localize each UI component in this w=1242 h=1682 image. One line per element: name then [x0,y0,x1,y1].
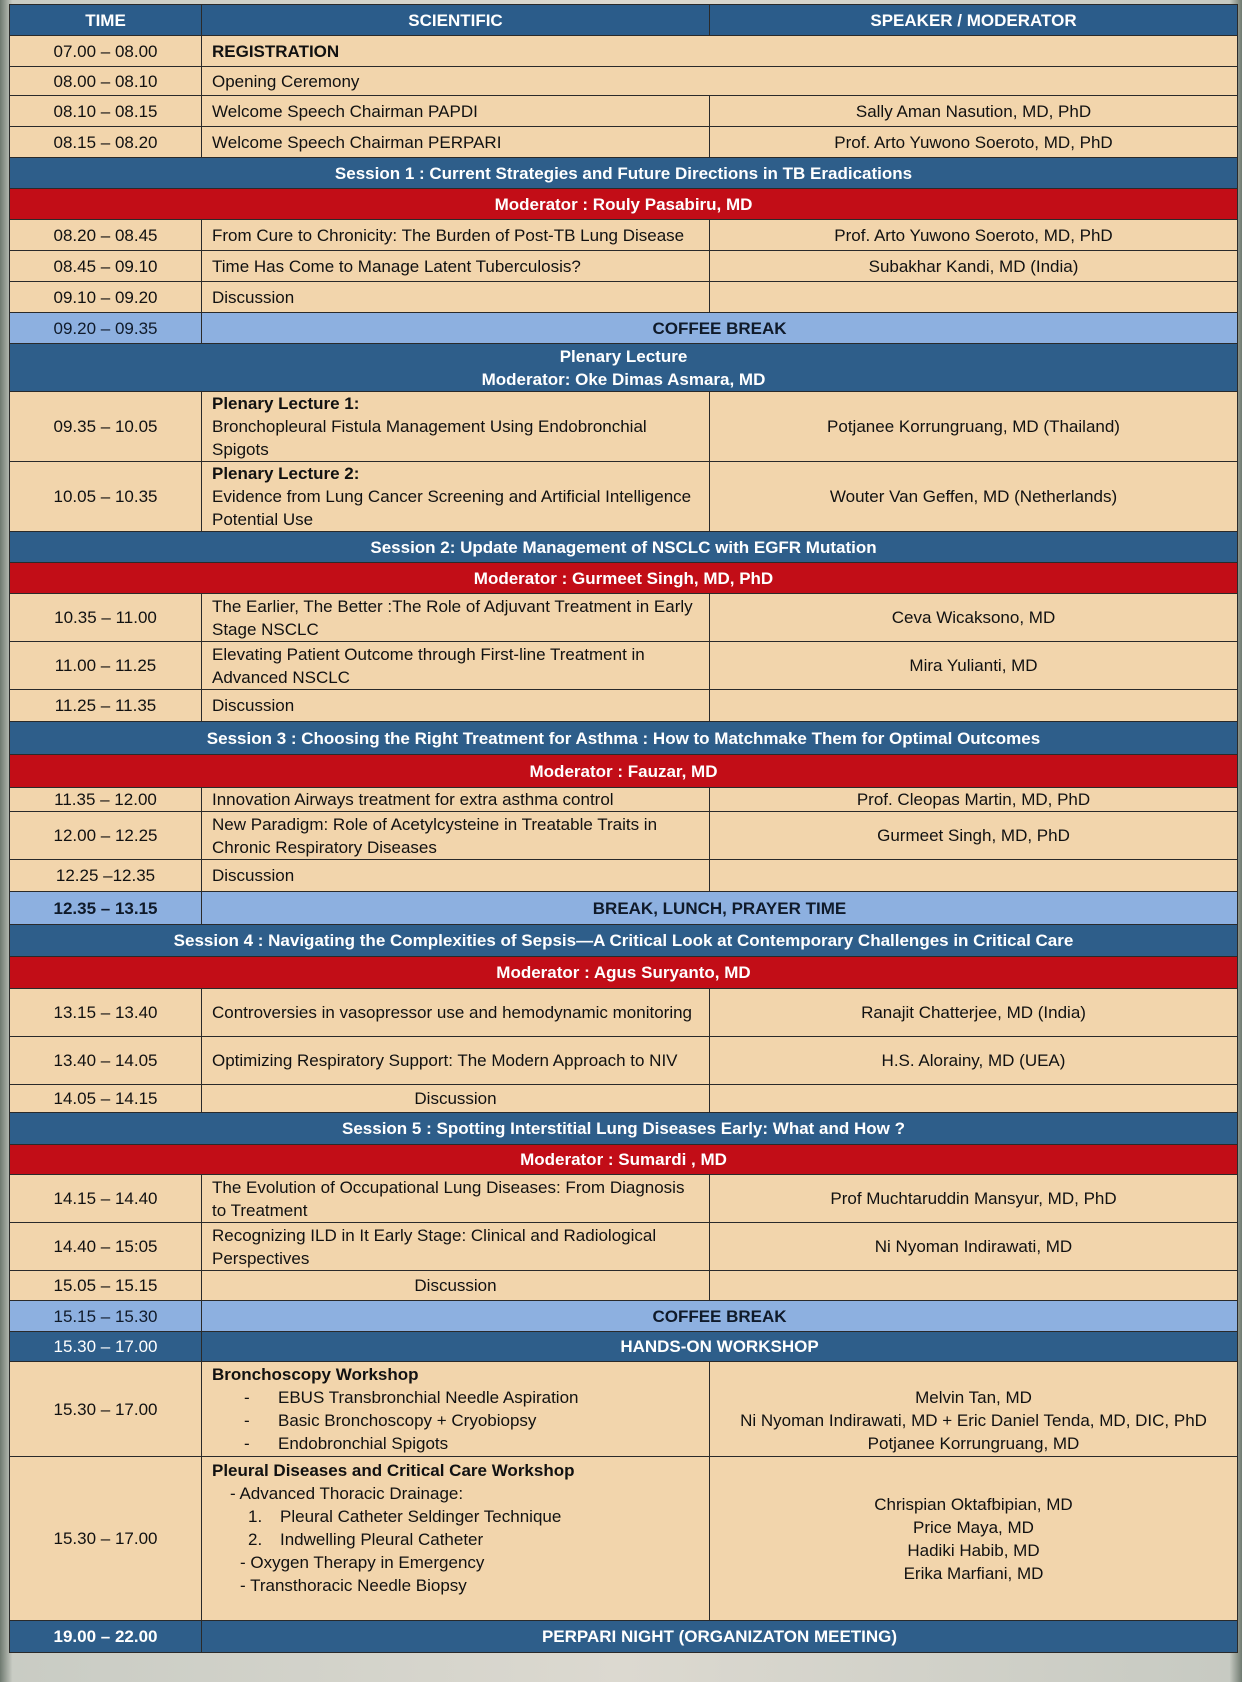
speaker-cell: Prof Muchtaruddin Mansyur, MD, PhD [710,1175,1238,1223]
workshop-item: - Oxygen Therapy in Emergency [240,1553,485,1572]
moderator-label: Moderator : Fauzar, MD [10,755,1238,788]
workshop-subitem [212,1528,699,1551]
speaker-line: Ni Nyoman Indirawati, MD + Eric Daniel Tenda, MD, DIC, PhD [740,1410,1207,1430]
title-cell: Opening Ceremony [202,67,1238,96]
title-cell: Time Has Come to Manage Latent Tuberculosis? [202,251,710,282]
time-cell: 14.05 – 14.15 [10,1085,202,1113]
workshop-item: - Advanced Thoracic Drainage: [230,1484,464,1503]
speaker-cell-empty [710,1085,1238,1113]
item-number: 1. [248,1507,263,1526]
moderator-row [10,563,1238,594]
header-scientific: SCIENTIFIC [202,5,710,36]
title-cell: Discussion [202,690,710,722]
speaker-line: Potjanee Korrungruang, MD [867,1433,1080,1453]
table-row [10,989,1238,1037]
title-cell: Recognizing ILD in It Early Stage: Clinical and Radiological Perspectives [202,1223,710,1271]
time-cell: 14.40 – 15:05 [10,1223,202,1271]
session-title: Session 2: Update Management of NSCLC with EGFR Mutation [10,532,1238,563]
time-cell: 13.40 – 14.05 [10,1037,202,1085]
time-cell: 15.05 – 15.15 [10,1271,202,1301]
time-cell: 12.00 – 12.25 [10,812,202,860]
title-cell: Discussion [202,282,710,313]
table-row [10,812,1238,860]
lecture-heading: Plenary Lecture 2: [212,464,360,483]
speaker-cell-empty [710,282,1238,313]
time-cell: 15.15 – 15.30 [10,1301,202,1332]
speaker-cell: H.S. Alorainy, MD (UEA) [710,1037,1238,1085]
workshop-item-label: Basic Bronchoscopy + Cryobiopsy [278,1411,537,1430]
break-row [10,1301,1238,1332]
speaker-line: Erika Marfiani, MD [903,1563,1044,1583]
title-cell [202,462,710,532]
title-cell: Welcome Speech Chairman PAPDI [202,96,710,127]
session-header [10,1113,1238,1145]
title-cell: Controversies in vasopressor use and hemodynamic monitoring [202,989,710,1037]
table-row [10,392,1238,462]
title-cell: REGISTRATION [202,36,1238,67]
speaker-cell [710,1457,1238,1621]
speaker-cell-empty [710,690,1238,722]
table-row [10,860,1238,892]
table-row [10,788,1238,812]
table-row [10,1085,1238,1113]
speaker-line: Hadiki Habib, MD [907,1540,1040,1560]
speaker-cell [710,1362,1238,1457]
plenary-title: Plenary Lecture [559,346,688,366]
time-cell: 11.25 – 11.35 [10,690,202,722]
workshop-label: HANDS-ON WORKSHOP [202,1332,1238,1362]
time-cell: 10.35 – 11.00 [10,594,202,642]
workshop-item [212,1409,699,1432]
title-cell: Elevating Patient Outcome through First-line Treatment in Advanced NSCLC [202,642,710,690]
break-label: BREAK, LUNCH, PRAYER TIME [202,892,1238,925]
speaker-cell: Potjanee Korrungruang, MD (Thailand) [710,392,1238,462]
table-row [10,1223,1238,1271]
title-cell: Discussion [202,1271,710,1301]
break-row [10,313,1238,344]
speaker-cell: Prof. Cleopas Martin, MD, PhD [710,788,1238,812]
lecture-title: Bronchopleural Fistula Management Using Endobronchial Spigots [212,417,647,459]
speaker-line: Melvin Tan, MD [915,1387,1032,1407]
plenary-moderator: Moderator: Oke Dimas Asmara, MD [481,369,766,389]
time-cell: 09.35 – 10.05 [10,392,202,462]
speaker-cell-empty [710,860,1238,892]
title-cell [202,392,710,462]
workshop-content [202,1457,710,1621]
break-label: COFFEE BREAK [202,313,1238,344]
time-cell: 09.20 – 09.35 [10,313,202,344]
speaker-cell: Ranajit Chatterjee, MD (India) [710,989,1238,1037]
session-header [10,925,1238,957]
session-title: Session 4 : Navigating the Complexities of Sepsis—A Critical Look at Contemporary Challenges in Critical Care [10,925,1238,957]
time-cell: 07.00 – 08.00 [10,36,202,67]
table-row [10,127,1238,158]
workshop-row [10,1362,1238,1457]
header-row [10,5,1238,36]
time-cell: 12.35 – 13.15 [10,892,202,925]
time-cell: 15.30 – 17.00 [10,1362,202,1457]
workshop-content [202,1362,710,1457]
title-cell: From Cure to Chronicity: The Burden of Post-TB Lung Disease [202,220,710,251]
time-cell: 14.15 – 14.40 [10,1175,202,1223]
workshop-subitem-label: Indwelling Pleural Catheter [280,1530,484,1549]
speaker-cell: Prof. Arto Yuwono Soeroto, MD, PhD [710,127,1238,158]
time-cell: 11.00 – 11.25 [10,642,202,690]
break-label: COFFEE BREAK [202,1301,1238,1332]
evening-label: PERPARI NIGHT (ORGANIZATON MEETING) [202,1621,1238,1653]
title-cell: The Evolution of Occupational Lung Diseases: From Diagnosis to Treatment [202,1175,710,1223]
speaker-cell: Sally Aman Nasution, MD, PhD [710,96,1238,127]
schedule-table [9,4,1238,1653]
table-row [10,1175,1238,1223]
workshop-item [212,1432,699,1455]
table-row [10,1271,1238,1301]
header-time: TIME [10,5,202,36]
header-speaker: SPEAKER / MODERATOR [710,5,1238,36]
title-cell: The Earlier, The Better :The Role of Adjuvant Treatment in Early Stage NSCLC [202,594,710,642]
session-header [10,722,1238,755]
moderator-label: Moderator : Gurmeet Singh, MD, PhD [10,563,1238,594]
moderator-label: Moderator : Rouly Pasabiru, MD [10,189,1238,220]
session-header [10,158,1238,189]
lecture-heading: Plenary Lecture 1: [212,394,360,413]
time-cell: 08.15 – 08.20 [10,127,202,158]
table-row [10,96,1238,127]
title-cell: New Paradigm: Role of Acetylcysteine in Treatable Traits in Chronic Respiratory Diseases [202,812,710,860]
session-title: Session 3 : Choosing the Right Treatment for Asthma : How to Matchmake Them for Optimal Outcomes [10,722,1238,755]
moderator-row [10,189,1238,220]
moderator-row [10,755,1238,788]
table-row [10,1037,1238,1085]
workshop-header [10,1332,1238,1362]
workshop-item-label: Endobronchial Spigots [278,1434,449,1453]
moderator-label: Moderator : Agus Suryanto, MD [10,957,1238,989]
table-row [10,36,1238,67]
speaker-cell: Ceva Wicaksono, MD [710,594,1238,642]
speaker-cell: Ni Nyoman Indirawati, MD [710,1223,1238,1271]
moderator-row [10,1145,1238,1175]
time-cell: 19.00 – 22.00 [10,1621,202,1653]
time-cell: 08.20 – 08.45 [10,220,202,251]
dash: - [244,1388,250,1407]
speaker-cell-empty [710,1271,1238,1301]
table-row [10,642,1238,690]
time-cell: 11.35 – 12.00 [10,788,202,812]
workshop-item [212,1386,699,1409]
time-cell: 09.10 – 09.20 [10,282,202,313]
moderator-row [10,957,1238,989]
title-cell: Innovation Airways treatment for extra asthma control [202,788,710,812]
workshop-item-label: EBUS Transbronchial Needle Aspiration [278,1388,579,1407]
title-cell: Optimizing Respiratory Support: The Modern Approach to NIV [202,1037,710,1085]
time-cell: 10.05 – 10.35 [10,462,202,532]
time-cell: 08.45 – 09.10 [10,251,202,282]
speaker-cell: Wouter Van Geffen, MD (Netherlands) [710,462,1238,532]
time-cell: 12.25 –12.35 [10,860,202,892]
plenary-header [10,344,1238,392]
title-cell: Discussion [202,860,710,892]
session-title: Session 1 : Current Strategies and Future Directions in TB Eradications [10,158,1238,189]
workshop-subitem [212,1505,699,1528]
session-header [10,532,1238,563]
table-row [10,67,1238,96]
dash: - [244,1411,250,1430]
break-row [10,892,1238,925]
table-row [10,462,1238,532]
table-row [10,594,1238,642]
evening-row [10,1621,1238,1653]
time-cell: 08.00 – 08.10 [10,67,202,96]
speaker-cell: Gurmeet Singh, MD, PhD [710,812,1238,860]
speaker-cell: Mira Yulianti, MD [710,642,1238,690]
workshop-heading: Bronchoscopy Workshop [212,1365,419,1384]
time-cell: 15.30 – 17.00 [10,1457,202,1621]
workshop-heading: Pleural Diseases and Critical Care Workshop [212,1461,575,1480]
workshop-item: - Transthoracic Needle Biopsy [240,1576,467,1595]
workshop-subitem-label: Pleural Catheter Seldinger Technique [280,1507,562,1526]
time-cell: 13.15 – 13.40 [10,989,202,1037]
speaker-line: Price Maya, MD [913,1517,1034,1537]
speaker-cell: Prof. Arto Yuwono Soeroto, MD, PhD [710,220,1238,251]
title-cell: Welcome Speech Chairman PERPARI [202,127,710,158]
time-cell: 08.10 – 08.15 [10,96,202,127]
time-cell: 15.30 – 17.00 [10,1332,202,1362]
item-number: 2. [248,1530,263,1549]
title-cell: Discussion [202,1085,710,1113]
session-title: Session 5 : Spotting Interstitial Lung Diseases Early: What and How ? [10,1113,1238,1145]
workshop-row [10,1457,1238,1621]
dash: - [244,1434,250,1453]
lecture-title: Evidence from Lung Cancer Screening and Artificial Intelligence Potential Use [212,487,692,529]
speaker-cell: Subakhar Kandi, MD (India) [710,251,1238,282]
speaker-line: Chrispian Oktafbipian, MD [874,1494,1073,1514]
table-row [10,251,1238,282]
table-row [10,282,1238,313]
table-row [10,220,1238,251]
table-row [10,690,1238,722]
moderator-label: Moderator : Sumardi , MD [10,1145,1238,1175]
